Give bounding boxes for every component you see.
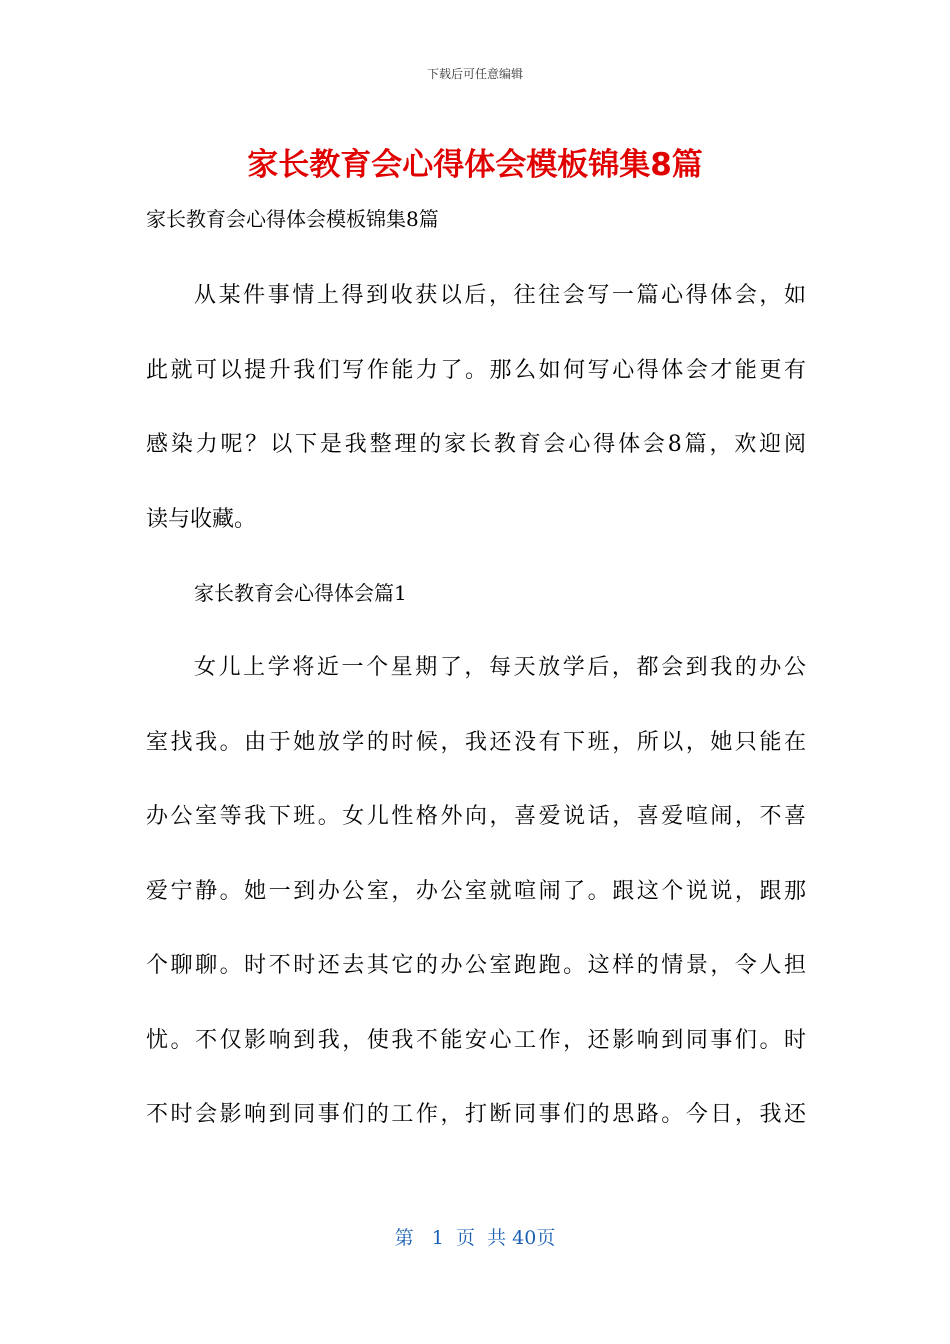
total-pages-number: 40 (512, 1227, 537, 1249)
paragraph-line: 从某件事情上得到收获以后，往往会写一篇心得体会，如 (194, 283, 806, 308)
paragraph-line: 不时会影响到同事们的工作，打断同事们的思路。今日，我还 (146, 1102, 806, 1127)
paragraph-line: 爱宁静。她一到办公室，办公室就喧闹了。跟这个说说，跟那 (146, 878, 806, 904)
header-note: 下载后可任意编辑 (426, 67, 523, 81)
paragraph-line: 此就可以提升我们写作能力了。那么如何写心得体会才能更有 (146, 357, 806, 383)
paragraph-line: 室找我。由于她放学的时候，我还没有下班，所以，她只能在 (146, 729, 806, 755)
footer-label-page: 第 (394, 1227, 414, 1249)
page-footer (0, 1224, 950, 1252)
paragraph-line: 个聊聊。时不时还去其它的办公室跑跑。这样的情景，令人担 (146, 953, 806, 978)
current-page-number: 1 (431, 1227, 444, 1249)
document-subtitle: 家长教育会心得体会模板锦集8篇 (146, 207, 439, 231)
footer-label-end: 页 (536, 1227, 556, 1249)
paragraph-line: 读与收藏。 (146, 506, 257, 532)
paragraph-line: 办公室等我下班。女儿性格外向，喜爱说话，喜爱喧闹，不喜 (146, 804, 806, 829)
section-heading: 家长教育会心得体会篇1 (194, 581, 407, 605)
document-title: 家长教育会心得体会模板锦集8篇 (247, 147, 703, 183)
paragraph-line: 女儿上学将近一个星期了，每天放学后，都会到我的办公 (194, 655, 806, 680)
paragraph-line: 感染力呢？以下是我整理的家长教育会心得体会8篇，欢迎阅 (146, 432, 806, 457)
intro-paragraph (146, 278, 806, 576)
paragraph-line: 忧。不仅影响到我，使我不能安心工作，还影响到同事们。时 (146, 1027, 806, 1053)
footer-label-of: 页 共 (455, 1227, 507, 1249)
section-paragraph (146, 650, 806, 1172)
